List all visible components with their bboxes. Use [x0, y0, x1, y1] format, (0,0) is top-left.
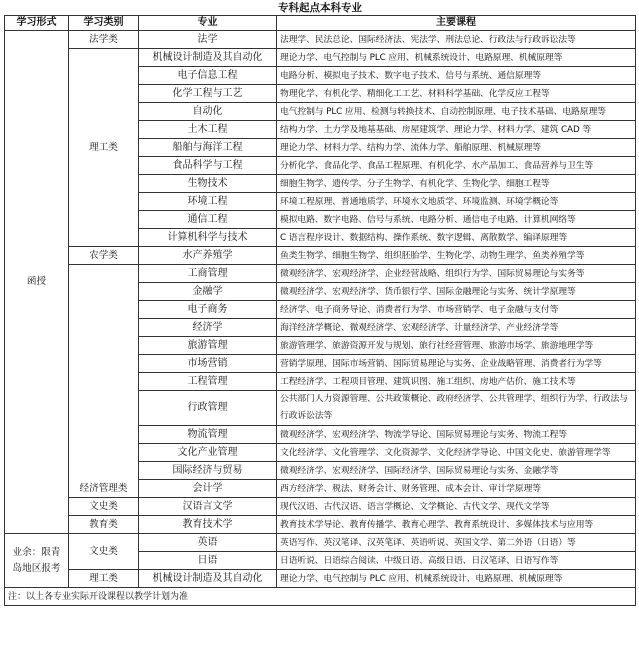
major-cell: 土木工程: [139, 121, 277, 139]
courses-cell: 模拟电路、数字电路、信号与系统、电路分析、通信电子电路、计算机网络等: [277, 211, 636, 229]
courses-cell: 经济学、电子商务导论、消费者行为学、市场营销学、电子金融与支付等: [277, 301, 636, 319]
major-cell: 船舶与海洋工程: [139, 139, 277, 157]
major-cell: 化学工程与工艺: [139, 85, 277, 103]
category-cell: 教育类: [69, 516, 139, 534]
courses-cell: 法理学、民法总论、国际经济法、宪法学、刑法总论、行政法与行政诉讼法等: [277, 31, 636, 49]
major-cell: 日语: [139, 552, 277, 570]
courses-cell: 结构力学、土力学及地基基础、房屋建筑学、理论力学、材料力学、建筑 CAD 等: [277, 121, 636, 139]
category-cell: 文史类: [69, 534, 139, 570]
courses-cell: 工程经济学、工程项目管理、建筑识图、施工组织、房地产估价、施工技术等: [277, 373, 636, 391]
majors-table: [4, 0, 636, 606]
courses-cell: 物理化学、有机化学、精细化工工艺、材料科学基础、化学反应工程等: [277, 85, 636, 103]
form-cell: 业余：限青岛地区报考: [5, 534, 69, 588]
table-row: [5, 247, 636, 265]
courses-cell: 鱼类生物学、细胞生物学、组织胚胎学、生物化学、动物生理学、鱼类养殖学等: [277, 247, 636, 265]
header-form: 学习形式: [5, 16, 69, 31]
courses-cell: 旅游管理学、旅游资源开发与规划、旅行社经营管理、旅游市场学、旅游地理学等: [277, 337, 636, 355]
major-cell: 文化产业管理: [139, 444, 277, 462]
courses-cell: 教育技术学导论、教育传播学、教育心理学、教育系统设计、多媒体技术与应用等: [277, 516, 636, 534]
table-row: [5, 516, 636, 534]
table-row: [5, 49, 636, 67]
courses-cell: 微观经济学、宏观经济学、国际经济学、国际贸易理论与实务、金融学等: [277, 462, 636, 480]
courses-cell: C 语言程序设计、数据结构、操作系统、数字逻辑、离散数学、编译原理等: [277, 229, 636, 247]
major-cell: 汉语言文学: [139, 498, 277, 516]
courses-cell: 日语听说、日语综合阅读、中级日语、高级日语、日汉笔译、日语写作等: [277, 552, 636, 570]
header-row: [5, 16, 636, 31]
major-cell: 会计学: [139, 480, 277, 498]
major-cell: 教育技术学: [139, 516, 277, 534]
major-cell: 物流管理: [139, 426, 277, 444]
category-cell: 法学类: [69, 31, 139, 49]
form-cell: 函授: [5, 31, 69, 534]
header-category: 学习类别: [69, 16, 139, 31]
major-cell: 机械设计制造及其自动化: [139, 49, 277, 67]
table-row: [5, 31, 636, 49]
courses-cell: 电路分析、模拟电子技术、数字电子技术、信号与系统、通信原理等: [277, 67, 636, 85]
major-cell: 生物技术: [139, 175, 277, 193]
header-courses: 主要课程: [277, 16, 636, 31]
major-cell: 国际经济与贸易: [139, 462, 277, 480]
category-cell: 经济管理类: [69, 265, 139, 498]
major-cell: 旅游管理: [139, 337, 277, 355]
table-row: [5, 570, 636, 588]
major-cell: 通信工程: [139, 211, 277, 229]
courses-cell: 细胞生物学、遗传学、分子生物学、有机化学、生物化学、细胞工程等: [277, 175, 636, 193]
header-major: 专业: [139, 16, 277, 31]
courses-cell: 营销学原理、国际市场营销、国际贸易理论与实务、企业战略管理、消费者行为学等: [277, 355, 636, 373]
courses-cell: 理论力学、电气控制与 PLC 应用、机械系统设计、电路原理、机械原理等: [277, 49, 636, 67]
courses-cell: 理论力学、材料力学、结构力学、流体力学、船舶原理、机械原理等: [277, 139, 636, 157]
major-cell: 自动化: [139, 103, 277, 121]
major-cell: 电子商务: [139, 301, 277, 319]
table-row: [5, 265, 636, 283]
courses-cell: 英语写作、英汉笔译、汉英笔译、英语听说、英国文学、第二外语（日语）等: [277, 534, 636, 552]
courses-cell: 微观经济学、宏观经济学、货币银行学、国际金融理论与实务、统计学原理等: [277, 283, 636, 301]
major-cell: 环境工程: [139, 193, 277, 211]
major-cell: 经济学: [139, 319, 277, 337]
major-cell: 机械设计制造及其自动化: [139, 570, 277, 588]
note-row: [5, 588, 636, 606]
title-row: [5, 0, 636, 16]
courses-cell: 理论力学、电气控制与 PLC 应用、机械系统设计、电路原理、机械原理等: [277, 570, 636, 588]
courses-cell: 微观经济学、宏观经济学、物流学导论、国际贸易理论与实务、物流工程等: [277, 426, 636, 444]
major-cell: 金融学: [139, 283, 277, 301]
courses-cell: 环境工程原理、普通地质学、环境水文地质学、环境监测、环境学概论等: [277, 193, 636, 211]
major-cell: 英语: [139, 534, 277, 552]
category-cell: 理工类: [69, 49, 139, 247]
category-cell: 理工类: [69, 570, 139, 588]
courses-cell: 电气控制与 PLC 应用、检测与转换技术、自动控制原理、电子技术基础、电路原理等: [277, 103, 636, 121]
document-page: [4, 0, 635, 606]
courses-cell: 现代汉语、古代汉语、语言学概论、文学概论、古代文学、现代文学等: [277, 498, 636, 516]
courses-cell: 公共部门人力资源管理、公共政策概论、政府经济学、公共管理学、组织行为学、行政法与行政诉讼法等: [277, 391, 636, 426]
table-title: 专科起点本科专业: [278, 1, 362, 14]
category-cell: 文史类: [69, 498, 139, 516]
major-cell: 电子信息工程: [139, 67, 277, 85]
courses-cell: 分析化学、食品化学、食品工程原理、有机化学、水产品加工、食品营养与卫生等: [277, 157, 636, 175]
major-cell: 法学: [139, 31, 277, 49]
major-cell: 计算机科学与技术: [139, 229, 277, 247]
major-cell: 水产养殖学: [139, 247, 277, 265]
courses-cell: 西方经济学、税法、财务会计、财务管理、成本会计、审计学原理等: [277, 480, 636, 498]
major-cell: 市场营销: [139, 355, 277, 373]
major-cell: 工程管理: [139, 373, 277, 391]
category-cell: 农学类: [69, 247, 139, 265]
courses-cell: 海洋经济学概论、微观经济学、宏观经济学、计量经济学、产业经济学等: [277, 319, 636, 337]
table-row: [5, 534, 636, 552]
major-cell: 行政管理: [139, 391, 277, 426]
table-row: [5, 498, 636, 516]
footnote: 注：以上各专业实际开设课程以教学计划为准: [5, 588, 636, 606]
major-cell: 食品科学与工程: [139, 157, 277, 175]
major-cell: 工商管理: [139, 265, 277, 283]
courses-cell: 文化经济学、文化管理学、文化资源学、文化经济学导论、中国文化史、旅游管理学等: [277, 444, 636, 462]
courses-cell: 微观经济学、宏观经济学、企业经营战略、组织行为学、国际贸易理论与实务等: [277, 265, 636, 283]
